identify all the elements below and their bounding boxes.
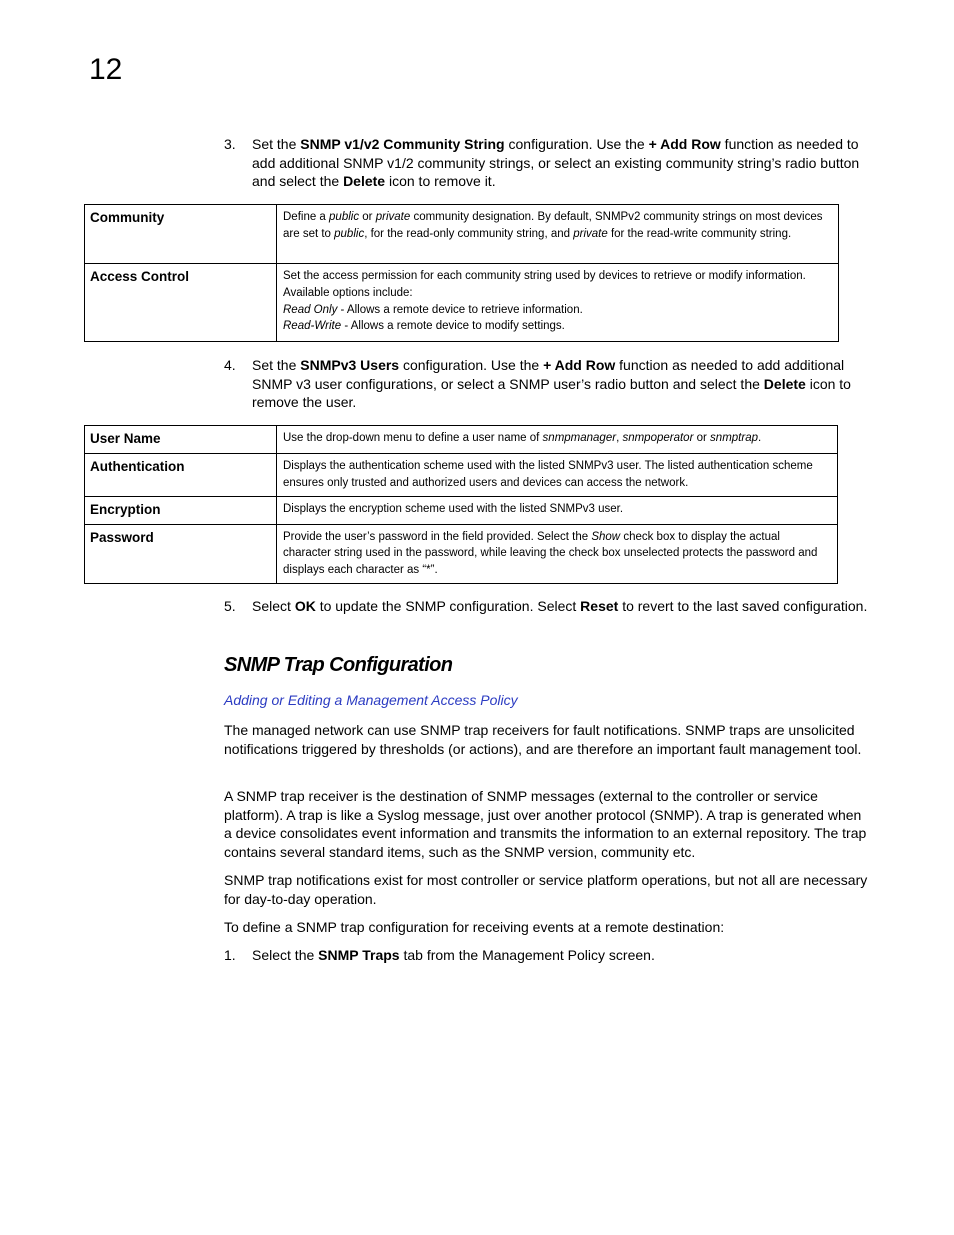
paragraph: SNMP trap notifications exist for most controller or service platform operations, but not all are necessary for day-to-day operation. [224,872,868,907]
ui-term-delete: Delete [763,375,806,392]
step-number: 5. [224,598,236,614]
section-heading: SNMP Trap Configuration [224,654,453,676]
term-cell: Encryption [85,496,277,524]
description-cell: Displays the authentication scheme used with the listed SNMPv3 user. The listed authentication scheme ensures only trusted and authorized users and devices can access the network. [277,454,838,497]
step-text: Set the SNMP v1/v2 Community String configuration. Use the + Add Row function as needed to add additional SNMP v1/2 community strings, or select an existing community string’s radio button and select the Delete icon to remove it. [252,136,860,190]
description-cell: Displays the encryption scheme used with the listed SNMPv3 user. [277,496,838,524]
step-number: 3. [224,136,236,152]
step-number: 4. [224,357,236,373]
table-row [85,496,838,524]
ui-term-reset: Reset [580,598,619,614]
description-cell: Provide the user’s password in the field provided. Select the Show check box to display the actual character string used in the password, while leaving the check box unselected protects the password and displays each character as “*”. [277,524,838,583]
step-text: Select OK to update the SNMP configuration. Select Reset to revert to the last saved configuration. [252,598,868,614]
step-number: 1. [224,947,236,963]
paragraph: To define a SNMP trap configuration for receiving events at a remote destination: [224,919,725,935]
table-row [85,264,839,342]
ui-term-snmpv3-users: SNMPv3 Users [300,357,400,373]
table-row [85,524,838,583]
table-row [85,454,838,497]
paragraph: The managed network can use SNMP trap receivers for fault notifications. SNMP traps are unsolicited notifications triggered by thresholds (or actions), and are therefore an important fault management tool. [224,722,862,757]
step-1 [224,946,869,965]
ui-term-add-row: + Add Row [543,357,616,373]
description-cell: Define a public or private community designation. By default, SNMPv2 community strings on most devices are set to public, for the read-only community string, and private for the read-write community string. [277,205,839,264]
description-cell: Use the drop-down menu to define a user name of snmpmanager, snmpoperator or snmptrap. [277,426,838,454]
step-text: Set the SNMPv3 Users configuration. Use the + Add Row function as needed to add additional SNMP v3 user configurations, or select a SNMP user’s radio button and select the Delete icon to remove the user. [252,357,851,411]
term-cell: Access Control [85,264,277,342]
option-read-write: Read-Write - Allows a remote device to modify settings. [283,320,565,333]
step-3 [224,135,869,191]
table-row [85,426,838,454]
ui-term-delete: Delete [343,173,386,190]
term-cell: Password [85,524,277,583]
chapter-number: 12 [89,53,123,86]
paragraph: A SNMP trap receiver is the destination of SNMP messages (external to the controller or service platform). A trap is like a Syslog message, just over another protocol (SNMP). A trap is generated when a device consolidates event information and transmits the information to an external repository. The trap contains several standard items, such as the SNMP version, community etc. [224,788,867,860]
ui-term-snmp-traps: SNMP Traps [318,947,400,963]
ui-term-add-row: + Add Row [648,136,721,152]
community-settings-table [84,204,839,342]
table-row [85,205,839,264]
ui-term-ok: OK [294,598,316,614]
description-cell: Set the access permission for each community string used by devices to retrieve or modify information. Available options include: Read Only - Allows a remote device to retrieve information. Read-Write - Allows a remote device to modify settings. [277,264,839,342]
related-topic-link[interactable]: Adding or Editing a Management Access Policy [224,692,518,708]
term-cell: Authentication [85,454,277,497]
step-5 [224,597,869,616]
term-cell: User Name [85,426,277,454]
snmpv3-users-table [84,425,838,584]
option-read-only: Read Only - Allows a remote device to retrieve information. [283,303,583,316]
step-text: Select the SNMP Traps tab from the Management Policy screen. [252,947,655,963]
step-4 [224,356,869,412]
term-cell: Community [85,205,277,264]
ui-term-community-string: SNMP v1/v2 Community String [300,136,505,152]
